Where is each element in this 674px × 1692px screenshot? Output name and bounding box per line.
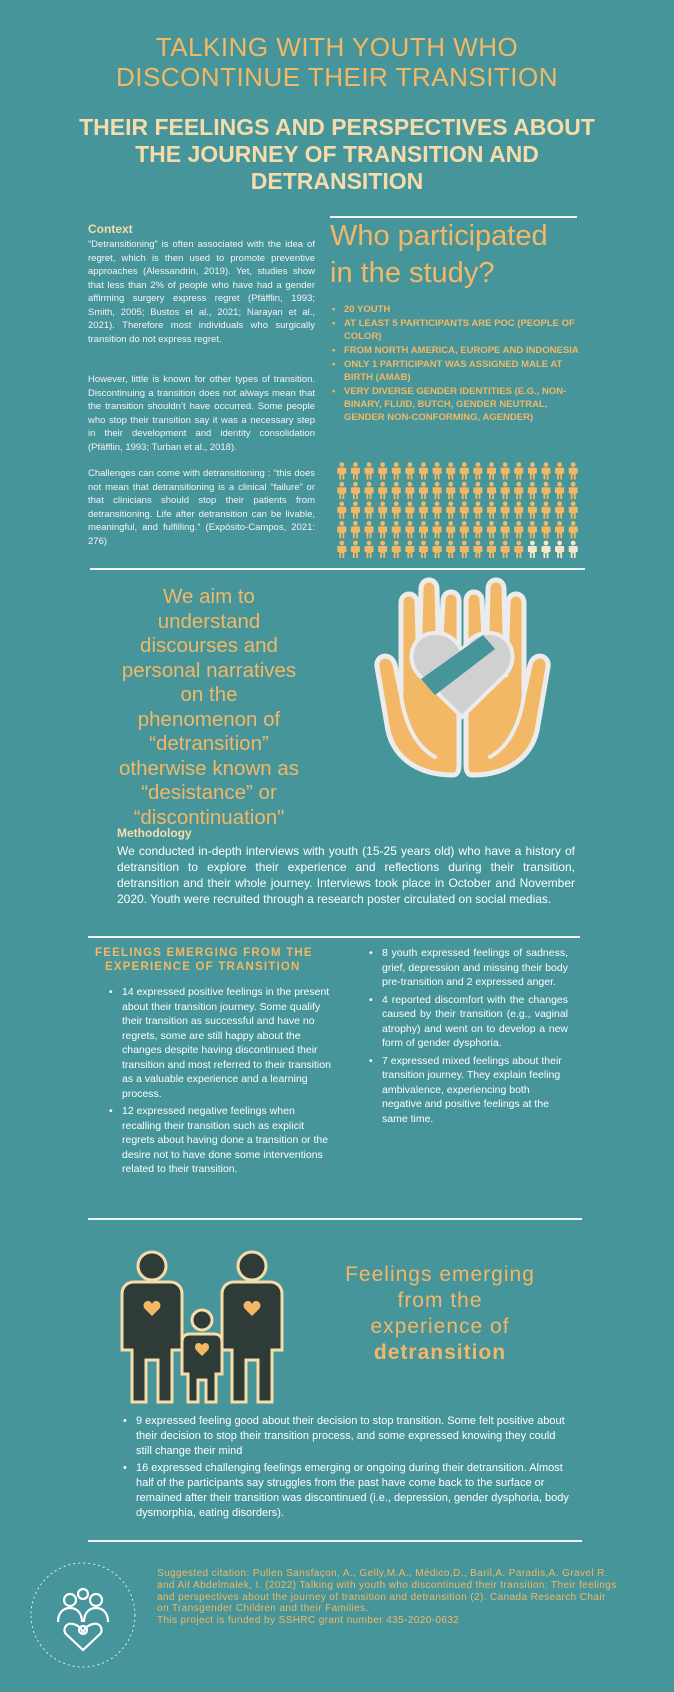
participants-list-item: • 20 YOUTH bbox=[330, 303, 590, 316]
person-icon bbox=[365, 501, 374, 518]
person-icon bbox=[569, 521, 578, 538]
person-icon bbox=[541, 462, 550, 479]
person-icon bbox=[365, 521, 374, 538]
person-icon-highlighted bbox=[541, 541, 550, 558]
subtitle-line: THEIR FEELINGS AND PERSPECTIVES ABOUT bbox=[79, 114, 595, 140]
research-chair-logo bbox=[28, 1560, 138, 1670]
person-icon-highlighted bbox=[569, 541, 578, 558]
participants-list-item: • ONLY 1 PARTICIPANT WAS ASSIGNED MALE AT BIRTH (AMAB) bbox=[330, 358, 590, 384]
person-icon bbox=[460, 462, 469, 479]
person-icon bbox=[337, 462, 346, 479]
person-icon-highlighted bbox=[528, 541, 537, 558]
person-icon bbox=[405, 501, 414, 518]
person-icon bbox=[569, 482, 578, 499]
person-icon bbox=[365, 462, 374, 479]
aim-line: discourses and bbox=[140, 634, 278, 657]
person-icon bbox=[405, 482, 414, 499]
person-icon bbox=[514, 541, 523, 558]
person-icon bbox=[473, 462, 482, 479]
person-icon bbox=[337, 482, 346, 499]
person-icon bbox=[351, 482, 360, 499]
person-icon bbox=[419, 501, 428, 518]
person-icon bbox=[460, 482, 469, 499]
transition-feelings-list-left bbox=[108, 985, 334, 1180]
detransition-feelings-title bbox=[320, 1262, 560, 1366]
person-icon bbox=[433, 541, 442, 558]
context-paragraph-3: Challenges can come with detransitioning : “this does not mean that detransitioning is a clinical “failure” or that clinicians should stop their patients from detransitioning. Life after detransition can be livable, meaningful, and fulfilling.” (Expósito-Campos, 2021: 276) bbox=[88, 468, 315, 547]
person-icon bbox=[528, 462, 537, 479]
person-icon bbox=[528, 521, 537, 538]
person-icon bbox=[460, 501, 469, 518]
person-icon bbox=[569, 462, 578, 479]
person-icon bbox=[528, 501, 537, 518]
person-icon bbox=[487, 482, 496, 499]
subtitle-line: THE JOURNEY OF TRANSITION AND bbox=[135, 141, 539, 167]
context-paragraph-1: “Detransitioning” is often associated with the idea of regret, which is then used to promote preventive approaches (Alessandrin, 2019). Yet, studies show that less than 2% of people who have had a gender affirming surgery express regret (Pfäfflin, 1993; Smith, 2005; Bustos et al., 2021; Narayan et al., 2021). Therefore most individuals who surgically transition do not express regret. bbox=[88, 239, 315, 345]
person-icon bbox=[405, 541, 414, 558]
detransition-title-line: from the bbox=[397, 1289, 483, 1312]
person-icon bbox=[392, 501, 401, 518]
subtitle bbox=[60, 114, 614, 195]
participants-title bbox=[330, 218, 590, 292]
person-icon bbox=[392, 482, 401, 499]
transition-feelings-list-right bbox=[368, 946, 568, 1129]
person-icon bbox=[541, 482, 550, 499]
aim-line: personal narratives bbox=[121, 658, 297, 682]
people-icon-grid bbox=[335, 461, 580, 559]
person-icon bbox=[528, 482, 537, 499]
participants-list bbox=[330, 303, 590, 425]
aim-line: “discontinuation" bbox=[133, 805, 285, 829]
person-icon bbox=[541, 501, 550, 518]
person-icon bbox=[487, 541, 496, 558]
person-icon bbox=[487, 501, 496, 518]
family-icon bbox=[112, 1250, 292, 1405]
list-item: • 14 expressed positive feelings in the present about their transition journey. Some qualify their transition as successful and have no regrets, some are still happy about the changes despite having discontinued their transition and most referred to their transition as a valuable experience and a learning process. bbox=[108, 985, 334, 1101]
list-item: • 16 expressed challenging feelings emerging or ongoing during their detransition. Almost half of the participants say struggles from the past have come back to the surface or remained after their transition was discontinued (i.e., depression, gender dysphoria, body dysmorphia, eating disorders). bbox=[122, 1461, 572, 1521]
divider bbox=[90, 568, 585, 570]
person-icon bbox=[419, 521, 428, 538]
hands-heart-icon bbox=[355, 575, 570, 780]
detransition-title-line: Feelings emerging bbox=[345, 1263, 535, 1286]
person-icon bbox=[555, 501, 564, 518]
person-icon bbox=[351, 541, 360, 558]
aim-line: “detransition” bbox=[149, 732, 269, 755]
divider bbox=[88, 1218, 582, 1220]
person-icon bbox=[473, 521, 482, 538]
person-icon bbox=[433, 462, 442, 479]
aim-line: “desistance” or bbox=[141, 781, 277, 804]
person-icon bbox=[555, 462, 564, 479]
person-icon bbox=[501, 541, 510, 558]
detransition-title-line: experience of bbox=[370, 1315, 510, 1338]
person-icon bbox=[487, 521, 496, 538]
context-heading: Context bbox=[88, 222, 133, 236]
person-icon bbox=[473, 501, 482, 518]
person-icon bbox=[446, 462, 455, 479]
list-item: • 9 expressed feeling good about their decision to stop transition. Some felt positive about their decision to stop their transition process, and some expressed knowing they could still change their mind bbox=[122, 1414, 572, 1459]
person-icon bbox=[473, 541, 482, 558]
person-icon bbox=[365, 482, 374, 499]
person-icon bbox=[378, 521, 387, 538]
subtitle-line: DETRANSITION bbox=[250, 168, 424, 194]
person-icon bbox=[514, 501, 523, 518]
list-item: • 12 expressed negative feelings when recalling their transition such as explicit regrets about having done a transition or the desire not to have done some interventions related to their transition. bbox=[108, 1104, 334, 1177]
transition-feelings-heading bbox=[95, 946, 340, 974]
methodology-text: We conducted in-depth interviews with youth (15-25 years old) who have a history of detransition to explore their experience and reflections during their transition, detransition and their whole journey. Interviews took place in October and November 2020. Youth were recruited through a research poster circulated on social medias. bbox=[117, 844, 575, 906]
person-icon bbox=[460, 521, 469, 538]
person-icon bbox=[514, 521, 523, 538]
person-icon bbox=[351, 521, 360, 538]
detransition-title-line: detransition bbox=[373, 1341, 507, 1364]
person-icon bbox=[392, 521, 401, 538]
detransition-feelings-list bbox=[122, 1414, 572, 1523]
person-icon bbox=[433, 501, 442, 518]
participants-title-line: in the study? bbox=[330, 257, 495, 289]
person-icon bbox=[378, 482, 387, 499]
person-icon bbox=[501, 462, 510, 479]
participants-list-item: • FROM NORTH AMERICA, EUROPE AND INDONESIA bbox=[330, 344, 590, 357]
list-item: • 4 reported discomfort with the changes caused by their transition (e.g., vaginal atrophy) and went on to develop a new form of gender dysphoria. bbox=[368, 993, 568, 1051]
main-title-line: DISCONTINUE THEIR TRANSITION bbox=[115, 62, 559, 92]
person-icon bbox=[501, 501, 510, 518]
person-icon-highlighted bbox=[555, 541, 564, 558]
divider bbox=[88, 1540, 582, 1542]
aim-line: otherwise known as bbox=[118, 756, 300, 780]
person-icon bbox=[337, 521, 346, 538]
methodology-heading: Methodology bbox=[117, 826, 192, 840]
person-icon bbox=[555, 521, 564, 538]
aim-statement bbox=[100, 585, 318, 830]
participants-list-item: • AT LEAST 5 PARTICIPANTS ARE POC (PEOPLE OF COLOR) bbox=[330, 317, 590, 343]
person-icon bbox=[433, 482, 442, 499]
person-icon bbox=[405, 462, 414, 479]
person-icon bbox=[392, 462, 401, 479]
person-icon bbox=[514, 482, 523, 499]
person-icon bbox=[487, 462, 496, 479]
person-icon bbox=[473, 482, 482, 499]
person-icon bbox=[555, 482, 564, 499]
person-icon bbox=[501, 521, 510, 538]
aim-line: phenomenon of bbox=[137, 707, 281, 731]
person-icon bbox=[501, 482, 510, 499]
aim-line: We aim to bbox=[163, 585, 255, 608]
person-icon bbox=[378, 462, 387, 479]
aim-line: understand bbox=[157, 609, 261, 633]
person-icon bbox=[419, 482, 428, 499]
person-icon bbox=[351, 501, 360, 518]
list-item: • 8 youth expressed feelings of sadness, grief, depression and missing their body pre-transition and 2 expressed anger. bbox=[368, 946, 568, 990]
person-icon bbox=[569, 501, 578, 518]
person-icon bbox=[433, 521, 442, 538]
person-icon bbox=[419, 462, 428, 479]
participants-title-line: Who participated bbox=[330, 220, 548, 252]
person-icon bbox=[419, 541, 428, 558]
person-icon bbox=[337, 541, 346, 558]
person-icon bbox=[460, 541, 469, 558]
transition-feelings-heading-line: FEELINGS EMERGING FROM THE bbox=[95, 947, 313, 959]
divider bbox=[88, 936, 580, 938]
participants-list-item: • VERY DIVERSE GENDER IDENTITIES (E.G., NON-BINARY, FLUID, BUTCH, GENDER NEUTRAL, GENDER NON-CONFORMING, AGENDER) bbox=[330, 385, 590, 424]
citation-block bbox=[157, 1568, 617, 1627]
transition-feelings-heading-line: EXPERIENCE OF TRANSITION bbox=[105, 961, 301, 973]
person-icon bbox=[351, 462, 360, 479]
person-icon bbox=[446, 521, 455, 538]
person-icon bbox=[337, 501, 346, 518]
aim-line: on the bbox=[180, 683, 238, 706]
person-icon bbox=[365, 541, 374, 558]
person-icon bbox=[446, 482, 455, 499]
person-icon bbox=[405, 521, 414, 538]
person-icon bbox=[541, 521, 550, 538]
person-icon bbox=[446, 501, 455, 518]
main-title-line: TALKING WITH YOUTH WHO bbox=[155, 32, 519, 62]
person-icon bbox=[514, 462, 523, 479]
main-title bbox=[60, 32, 614, 92]
funding-text: This project is funded by SSHRC grant number 435-2020-0632 bbox=[157, 1615, 460, 1627]
person-icon bbox=[378, 501, 387, 518]
person-icon bbox=[378, 541, 387, 558]
citation-text: Suggested citation: Pullen Sansfaçon, A., Gelly,M.A., Médico,D., Baril,A. Paradis,A. Gravel R. and Ait Abdelmalek, I. (2022) Talking with youth who discontinued their transition: Their feelings and perspectives about the journey of transition and detransition (2). Canada Research Chair on Transgender Children and their Families. bbox=[157, 1568, 617, 1615]
person-icon bbox=[446, 541, 455, 558]
context-paragraph-2: However, little is known for other types of transition. Discontinuing a transition does not always mean that the transition shouldn’t have occurred. Some people who stop their transition say it was a necessary step in their development and identity consolidation (Pfäfflin, 1993; Turban et al., 2018). bbox=[88, 374, 315, 453]
list-item: • 7 expressed mixed feelings about their transition journey. They explain feeling ambivalence, experiencing both negative and positive feelings at the same time. bbox=[368, 1054, 568, 1127]
person-icon bbox=[392, 541, 401, 558]
